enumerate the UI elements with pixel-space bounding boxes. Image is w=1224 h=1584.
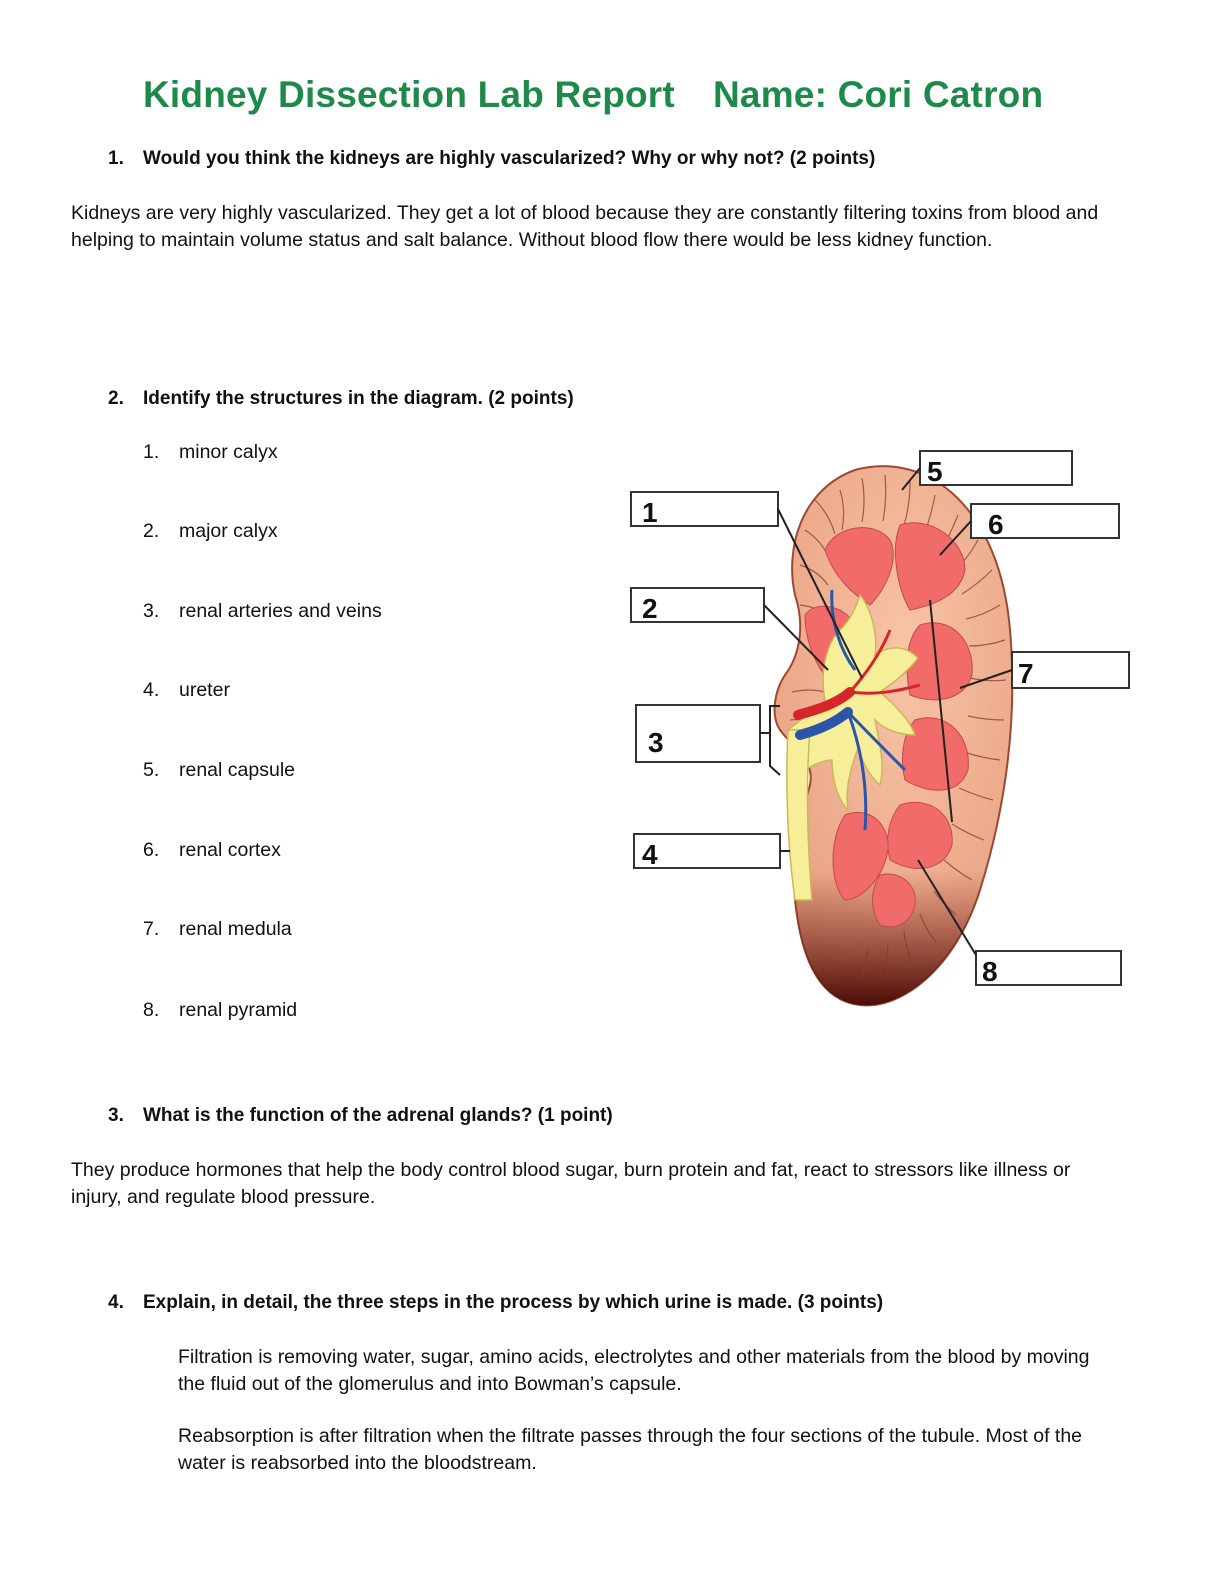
list-number: 7. [143,918,160,940]
question-3 [108,1105,1108,1129]
question-text: Identify the structures in the diagram. (2 points) [143,388,574,409]
list-item [143,839,543,863]
list-number: 4. [143,679,160,701]
list-item [143,520,543,544]
student-name: Name: Cori Catron [713,74,1044,115]
label-box-number: 7 [1018,658,1034,689]
answer-4-filtration [178,1344,1178,1398]
answer-line: Kidneys are very highly vascularized. They get a lot of blood because they are constantly filtering toxins from blood and [71,202,1099,224]
question-number: 2. [108,388,124,409]
kidney-diagram [600,430,1160,1030]
list-number: 3. [143,600,160,622]
list-number: 1. [143,441,160,463]
list-label: renal medula [179,918,292,940]
question-2 [108,388,1108,412]
list-label: renal pyramid [179,999,298,1021]
list-label: renal arteries and veins [179,600,382,622]
answer-line: the fluid out of the glomerulus and into Bowman’s capsule. [178,1373,682,1395]
list-label: major calyx [179,520,278,542]
label-box-number: 1 [642,497,658,528]
question-text: Explain, in detail, the three steps in the process by which urine is made. (3 points) [143,1292,884,1313]
label-box-number: 3 [648,727,664,758]
question-text: What is the function of the adrenal glands? (1 point) [143,1105,613,1126]
answer-line: water is reabsorbed into the bloodstream. [178,1452,537,1474]
label-box-5 [920,451,1072,485]
label-box-8 [976,951,1121,985]
list-label: renal cortex [179,839,281,861]
page-title: Kidney Dissection Lab Report [143,74,675,115]
question-number: 4. [108,1292,124,1313]
list-label: renal capsule [179,759,295,781]
answer-4-reabsorption [178,1423,1178,1477]
answer-1 [71,200,1171,254]
answer-line: helping to maintain volume status and salt balance. Without blood flow there would be less kidney function. [71,229,993,251]
answer-line: They produce hormones that help the body control blood sugar, burn protein and fat, react to stressors like illness or [71,1159,1071,1181]
list-item [143,759,543,783]
ureter-shape [787,730,812,900]
list-number: 2. [143,520,160,542]
list-label: minor calyx [179,441,278,463]
list-item [143,679,543,703]
list-number: 6. [143,839,160,861]
list-label: ureter [179,679,230,701]
question-text: Would you think the kidneys are highly vascularized? Why or why not? (2 points) [143,148,876,169]
list-item [143,600,543,624]
label-box-number: 6 [988,509,1004,540]
answer-line: injury, and regulate blood pressure. [71,1186,376,1208]
label-box-number: 2 [642,593,658,624]
answer-line: Reabsorption is after filtration when the filtrate passes through the four sections of the tubule. Most of the [178,1425,1083,1447]
label-box-number: 4 [642,839,658,870]
answer-line: Filtration is removing water, sugar, amino acids, electrolytes and other materials from the blood by moving [178,1346,1090,1368]
label-box-number: 5 [927,456,943,487]
list-number: 8. [143,999,160,1021]
answer-3 [71,1157,1171,1211]
question-number: 3. [108,1105,124,1126]
list-item [143,999,543,1023]
list-item [143,918,543,942]
list-number: 5. [143,759,160,781]
question-1 [108,148,1108,172]
list-item [143,441,543,465]
question-4 [108,1292,1108,1316]
question-number: 1. [108,148,124,169]
label-box-number: 8 [982,956,998,987]
